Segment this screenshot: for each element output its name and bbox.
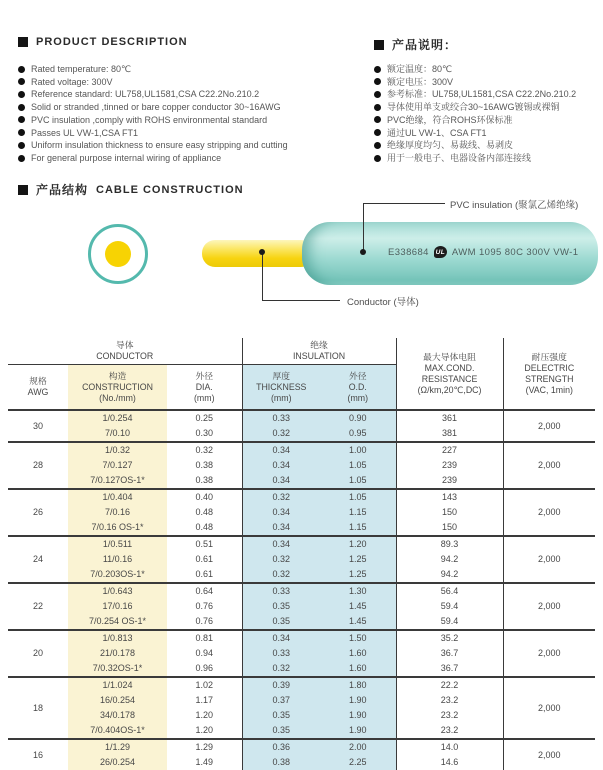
cell-thk: 0.34	[242, 505, 320, 520]
bullet-text: PVC insulation ,comply with ROHS environmental standard	[31, 114, 268, 125]
cell-dia: 0.30	[195, 428, 214, 438]
bullet-text: Solid or stranded ,tinned or bare copper conductor 30~16AWG	[31, 102, 281, 113]
bullet-item	[18, 63, 288, 76]
cell-res: 94.2	[396, 567, 503, 583]
cell-dia: 1.20	[195, 725, 214, 735]
cell-res: 239	[396, 473, 503, 489]
cell-od: 1.90	[320, 708, 396, 723]
cell-thk: 0.35	[242, 708, 320, 723]
cell-cons: 7/0.254 OS-1*	[68, 614, 167, 630]
cell-die: 2,000	[503, 677, 595, 739]
cell-thk: 0.36	[242, 739, 320, 755]
cell-od: 1.60	[320, 661, 396, 677]
cell-awg: 22	[8, 583, 68, 630]
cell-res: 14.0	[396, 739, 503, 755]
cell-thk: 0.34	[242, 630, 320, 646]
spec-table	[8, 338, 595, 770]
cell-res: 239	[396, 458, 503, 473]
product-notes-title: 产品说明：	[392, 38, 458, 52]
cell-thk: 0.34	[242, 536, 320, 552]
bullet-icon	[18, 91, 25, 98]
cell-awg: 24	[8, 536, 68, 583]
cell-cons: 1/0.511	[68, 536, 167, 552]
bullet-item	[374, 114, 576, 127]
bullet-icon	[18, 116, 25, 123]
cell-die: 2,000	[503, 442, 595, 489]
conductor-rod	[202, 240, 314, 267]
cell-od: 1.80	[320, 677, 396, 693]
pvc-leader-vertical	[363, 203, 364, 253]
spec-row	[8, 410, 595, 426]
cell-thk: 0.32	[242, 661, 320, 677]
cell-cons: 7/0.10	[68, 426, 167, 442]
cell-dia: 1.17	[195, 695, 214, 705]
black-square-icon	[18, 185, 28, 195]
bullet-icon	[374, 155, 381, 162]
cell-die: 2,000	[503, 739, 595, 770]
cell-thk: 0.34	[242, 520, 320, 536]
cell-awg: 18	[8, 677, 68, 739]
cell-res: 94.2	[396, 552, 503, 567]
cell-awg: 20	[8, 630, 68, 677]
bullet-icon	[374, 91, 381, 98]
cell-thk: 0.34	[242, 458, 320, 473]
cell-od: 0.95	[320, 426, 396, 442]
cell-od: 1.90	[320, 723, 396, 739]
cell-thk: 0.34	[242, 473, 320, 489]
cell-od: 1.15	[320, 505, 396, 520]
cell-res: 59.4	[396, 599, 503, 614]
cell-cons: 11/0.16	[68, 552, 167, 567]
cell-od: 1.25	[320, 567, 396, 583]
cell-dia: 1.29	[167, 739, 242, 755]
bullet-icon	[18, 155, 25, 162]
cell-thk: 0.33	[242, 410, 320, 426]
group-header-conductor: 导体 CONDUCTOR	[8, 338, 242, 365]
bullet-icon	[18, 104, 25, 111]
conductor-leader-dot	[259, 249, 265, 255]
bullet-text: 绝缘厚度均匀、易裁线、易剥皮	[387, 140, 514, 151]
pvc-insulation-label: PVC insulation (聚氯乙烯绝缘)	[450, 200, 579, 211]
cell-die: 2,000	[503, 410, 595, 442]
cell-cons: 21/0.178	[68, 646, 167, 661]
ul-mark-icon: UL	[434, 246, 447, 258]
cell-dia: 0.51	[167, 536, 242, 552]
bullet-item	[18, 127, 288, 140]
black-square-icon	[374, 40, 384, 50]
bullet-text: 额定温度：80℃	[387, 64, 453, 74]
cell-dia: 0.48	[195, 522, 214, 532]
cell-cons: 7/0.16	[68, 505, 167, 520]
bullet-icon	[374, 116, 381, 123]
col-header-dielectric: 耐压强度 DELECTRIC STRENGTH (VAC, 1min)	[503, 338, 595, 410]
bullet-icon	[374, 66, 381, 73]
col-header-construction: 构造 CONSTRUCTION (No./mm)	[68, 365, 167, 411]
cell-cons: 16/0.254	[68, 693, 167, 708]
bullet-item	[18, 76, 288, 89]
cell-dia: 1.02	[167, 677, 242, 693]
cell-res: 56.4	[396, 583, 503, 599]
cell-thk: 0.35	[242, 614, 320, 630]
cell-thk: 0.32	[242, 489, 320, 505]
cell-dia: 0.38	[195, 475, 214, 485]
bullet-item	[374, 88, 576, 101]
cell-od: 2.25	[320, 755, 396, 770]
bullet-text: Uniform insulation thickness to ensure easy stripping and cutting	[31, 140, 288, 151]
cell-dia: 0.48	[195, 507, 214, 517]
conductor-leader-horizontal	[262, 300, 340, 301]
product-description-list	[18, 63, 288, 165]
col-header-od: 外径 O.D. (mm)	[320, 365, 396, 411]
bullet-text: Rated temperature: 80℃	[31, 64, 132, 74]
cell-awg: 30	[8, 410, 68, 442]
cell-thk: 0.32	[242, 567, 320, 583]
cell-die: 2,000	[503, 630, 595, 677]
spec-table-body	[8, 410, 595, 770]
cell-dia: 1.20	[195, 710, 214, 720]
cell-awg: 28	[8, 442, 68, 489]
cell-cons: 7/0.404OS-1*	[68, 723, 167, 739]
bullet-icon	[18, 129, 25, 136]
cell-od: 1.05	[320, 489, 396, 505]
cell-dia: 0.25	[167, 410, 242, 426]
bullet-text: PVC绝缘，符合ROHS环保标准	[387, 114, 513, 125]
cross-section-conductor	[105, 241, 131, 267]
cell-res: 361	[396, 410, 503, 426]
cell-res: 89.3	[396, 536, 503, 552]
group-header-insulation: 绝缘 INSULATION	[242, 338, 396, 365]
cell-res: 35.2	[396, 630, 503, 646]
bullet-text: 用于一般电子、电器设备内部连接线	[387, 152, 532, 163]
cell-od: 1.20	[320, 536, 396, 552]
bullet-icon	[374, 78, 381, 85]
bullet-text: Reference standard: UL758,UL1581,CSA C22.2No.210.2	[31, 89, 260, 100]
cell-dia: 1.49	[195, 757, 214, 767]
cell-awg: 26	[8, 489, 68, 536]
bullet-text: 通过UL VW-1、CSA FT1	[387, 127, 487, 138]
cell-thk: 0.33	[242, 583, 320, 599]
spec-row	[8, 630, 595, 646]
cell-thk: 0.38	[242, 755, 320, 770]
col-header-awg: 规格 AWG	[8, 365, 68, 411]
cell-res: 23.2	[396, 693, 503, 708]
cell-od: 1.45	[320, 599, 396, 614]
cable-construction-title-en: CABLE CONSTRUCTION	[96, 183, 244, 196]
cell-od: 1.05	[320, 473, 396, 489]
bullet-item	[18, 114, 288, 127]
cell-die: 2,000	[503, 536, 595, 583]
col-header-dia: 外径 DIA. (mm)	[167, 365, 242, 411]
bullet-text: 参考标准：UL758,UL1581,CSA C22.2No.210.2	[387, 89, 577, 100]
cell-thk: 0.33	[242, 646, 320, 661]
cell-res: 143	[396, 489, 503, 505]
cell-dia: 0.32	[167, 442, 242, 458]
spec-row	[8, 489, 595, 505]
col-header-resistance: 最大导体电阻 MAX.COND. RESISTANCE (Ω/km,20℃,DC)	[396, 338, 503, 410]
cell-od: 1.25	[320, 552, 396, 567]
cell-cons: 1/0.32	[68, 442, 167, 458]
col-header-thickness: 厚度 THICKNESS (mm)	[242, 365, 320, 411]
spec-row	[8, 442, 595, 458]
cell-thk: 0.37	[242, 693, 320, 708]
cell-res: 36.7	[396, 661, 503, 677]
conductor-label: Conductor (导体)	[347, 297, 419, 308]
cell-res: 23.2	[396, 723, 503, 739]
cell-dia: 0.81	[167, 630, 242, 646]
cell-od: 1.90	[320, 693, 396, 708]
cell-res: 22.2	[396, 677, 503, 693]
cell-thk: 0.32	[242, 426, 320, 442]
cell-od: 1.00	[320, 442, 396, 458]
cell-cons: 7/0.203OS-1*	[68, 567, 167, 583]
bullet-icon	[18, 142, 25, 149]
bullet-item	[374, 63, 576, 76]
cell-thk: 0.39	[242, 677, 320, 693]
cell-res: 150	[396, 520, 503, 536]
cell-od: 1.15	[320, 520, 396, 536]
cable-print	[388, 246, 578, 258]
bullet-item	[374, 152, 576, 165]
cell-thk: 0.35	[242, 599, 320, 614]
cell-dia: 0.94	[195, 648, 214, 658]
cell-od: 0.90	[320, 410, 396, 426]
product-notes-list	[374, 63, 576, 165]
bullet-item	[374, 101, 576, 114]
spec-table-head	[8, 338, 595, 410]
cell-dia: 0.61	[195, 569, 214, 579]
cell-die: 2,000	[503, 583, 595, 630]
cell-od: 2.00	[320, 739, 396, 755]
cell-res: 150	[396, 505, 503, 520]
bullet-icon	[374, 104, 381, 111]
cell-cons: 7/0.32OS-1*	[68, 661, 167, 677]
bullet-icon	[18, 78, 25, 85]
cell-dia: 0.76	[195, 616, 214, 626]
cell-res: 14.6	[396, 755, 503, 770]
spec-row	[8, 739, 595, 755]
product-notes-header	[374, 36, 457, 53]
cell-cons: 7/0.127OS-1*	[68, 473, 167, 489]
cell-cons: 1/0.254	[68, 410, 167, 426]
cell-cons: 1/0.813	[68, 630, 167, 646]
conductor-leader-vertical	[262, 252, 263, 300]
cell-res: 227	[396, 442, 503, 458]
bullet-icon	[18, 66, 25, 73]
cell-cons: 26/0.254	[68, 755, 167, 770]
cell-dia: 0.64	[167, 583, 242, 599]
bullet-item	[18, 88, 288, 101]
cell-cons: 1/0.404	[68, 489, 167, 505]
bullet-text: 导体使用单支或绞合30~16AWG镀锡或裸铜	[387, 102, 560, 113]
product-description-header	[18, 36, 188, 48]
cable-print-cert: E338684	[388, 246, 429, 258]
cell-dia: 0.38	[195, 460, 214, 470]
cell-od: 1.05	[320, 458, 396, 473]
bullet-text: Rated voltage: 300V	[31, 76, 113, 87]
cell-thk: 0.35	[242, 723, 320, 739]
bullet-text: For general purpose internal wiring of appliance	[31, 152, 222, 163]
cell-res: 59.4	[396, 614, 503, 630]
cell-dia: 0.76	[195, 601, 214, 611]
pvc-leader-horizontal	[363, 203, 445, 204]
bullet-item	[18, 152, 288, 165]
cell-cons: 7/0.127	[68, 458, 167, 473]
cell-od: 1.50	[320, 630, 396, 646]
product-description-title: PRODUCT DESCRIPTION	[36, 36, 188, 48]
cell-thk: 0.34	[242, 442, 320, 458]
bullet-text: 额定电压：300V	[387, 76, 454, 87]
cell-res: 36.7	[396, 646, 503, 661]
spec-row	[8, 677, 595, 693]
cell-awg: 16	[8, 739, 68, 770]
bullet-item	[374, 76, 576, 89]
spec-row	[8, 583, 595, 599]
cell-od: 1.60	[320, 646, 396, 661]
cell-dia: 0.96	[195, 663, 214, 673]
black-square-icon	[18, 37, 28, 47]
cell-cons: 34/0.178	[68, 708, 167, 723]
bullet-icon	[374, 142, 381, 149]
cell-od: 1.45	[320, 614, 396, 630]
cell-cons: 1/0.643	[68, 583, 167, 599]
cable-construction-header	[18, 181, 244, 198]
cable-print-spec: AWM 1095 80C 300V VW-1	[451, 246, 579, 258]
bullet-icon	[374, 129, 381, 136]
cell-cons: 1/1.29	[68, 739, 167, 755]
cell-res: 381	[396, 426, 503, 442]
pvc-leader-dot	[360, 249, 366, 255]
bullet-item	[374, 127, 576, 140]
cell-res: 23.2	[396, 708, 503, 723]
bullet-item	[374, 139, 576, 152]
bullet-item	[18, 139, 288, 152]
cell-od: 1.30	[320, 583, 396, 599]
cell-die: 2,000	[503, 489, 595, 536]
spec-row	[8, 536, 595, 552]
cable-construction-title-cn: 产品结构	[36, 183, 89, 197]
bullet-item	[18, 101, 288, 114]
cell-cons: 7/0.16 OS-1*	[68, 520, 167, 536]
cell-thk: 0.32	[242, 552, 320, 567]
cell-dia: 0.40	[167, 489, 242, 505]
cell-cons: 1/1.024	[68, 677, 167, 693]
cell-cons: 17/0.16	[68, 599, 167, 614]
bullet-text: Passes UL VW-1,CSA FT1	[31, 127, 139, 138]
cell-dia: 0.61	[195, 554, 214, 564]
